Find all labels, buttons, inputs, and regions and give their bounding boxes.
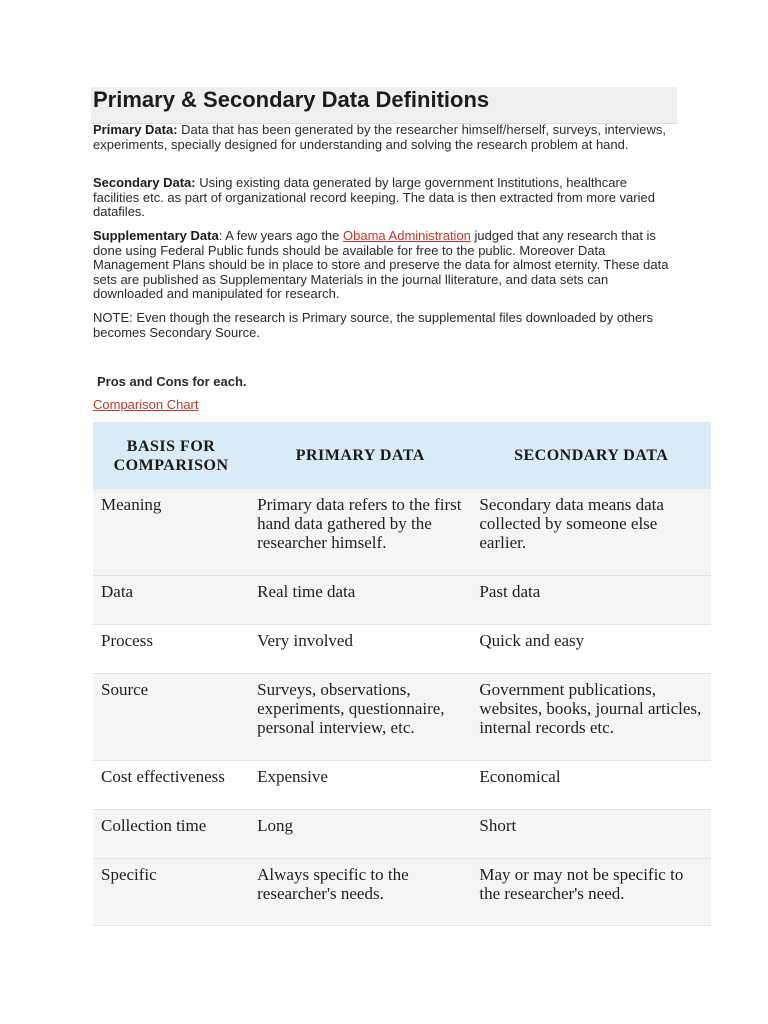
row-primary: Real time data [249, 575, 471, 624]
secondary-data-term: Secondary Data: [93, 175, 196, 190]
row-basis: Specific [93, 858, 249, 925]
table-row [93, 575, 711, 624]
row-primary: Expensive [249, 760, 471, 809]
header-basis-label: BASIS FOR COMPARISON [113, 437, 229, 474]
supplementary-data-text-after: judged that any research that is done using Federal Public funds should be available for free to the public. Moreover Data Management Plans should be in place to store and preserve the data for almost eternity. These data sets are published as Supplementary Materials in the journal lliterature, and data sets can downloaded and manipulated for research. [93, 228, 669, 302]
page-title: Primary & Secondary Data Definitions [93, 87, 490, 112]
secondary-data-definition [93, 176, 671, 220]
title-bar [91, 87, 677, 124]
table-row [93, 858, 711, 925]
table-row [93, 624, 711, 673]
row-secondary: Secondary data means data collected by someone else earlier. [471, 489, 711, 575]
primary-data-term: Primary Data: [93, 122, 178, 137]
row-basis: Source [93, 673, 249, 760]
row-basis: Cost effectiveness [93, 760, 249, 809]
table-row [93, 489, 711, 575]
row-primary: Primary data refers to the first hand data gathered by the researcher himself. [249, 489, 471, 575]
row-secondary: May or may not be specific to the researcher's need. [471, 858, 711, 925]
comparison-chart-link[interactable] [93, 397, 199, 412]
row-basis: Collection time [93, 809, 249, 858]
header-basis [93, 422, 249, 489]
primary-data-definition [93, 123, 671, 152]
comparison-table [93, 422, 711, 926]
supplementary-data-term: Supplementary Data [93, 228, 219, 243]
header-primary: PRIMARY DATA [249, 422, 471, 489]
table-row [93, 809, 711, 858]
row-secondary: Short [471, 809, 711, 858]
row-basis: Process [93, 624, 249, 673]
comparison-chart-link-text[interactable]: Comparison Chart [93, 397, 199, 412]
row-secondary: Government publications, websites, books, journal articles, internal records etc. [471, 673, 711, 760]
row-secondary: Economical [471, 760, 711, 809]
row-primary: Very involved [249, 624, 471, 673]
row-primary: Surveys, observations, experiments, questionnaire, personal interview, etc. [249, 673, 471, 760]
supplementary-data-text-before: : A few years ago the [218, 228, 344, 243]
primary-data-text: Data that has been generated by the researcher himself/herself, surveys, interviews, experiments, specially designed for understanding and solving the research problem at hand. [93, 122, 667, 152]
row-basis: Meaning [93, 489, 249, 575]
secondary-data-text: Using existing data generated by large government Institutions, healthcare facilities etc. as part of organizational record keeping. The data is then extracted from more varied datafiles. [93, 175, 655, 220]
row-basis: Data [93, 575, 249, 624]
table-header-row [93, 422, 711, 489]
pros-cons-heading: Pros and Cons for each. [97, 374, 247, 389]
note-paragraph: NOTE: Even though the research is Primary source, the supplemental files downloaded by others becomes Secondary Source. [93, 310, 654, 340]
row-primary: Always specific to the researcher's needs. [249, 858, 471, 925]
table-row [93, 673, 711, 760]
row-secondary: Past data [471, 575, 711, 624]
row-secondary: Quick and easy [471, 624, 711, 673]
header-secondary: SECONDARY DATA [471, 422, 711, 489]
supplementary-data-definition [93, 229, 671, 302]
row-primary: Long [249, 809, 471, 858]
obama-administration-link[interactable]: Obama Administration [343, 228, 471, 243]
table-row [93, 760, 711, 809]
